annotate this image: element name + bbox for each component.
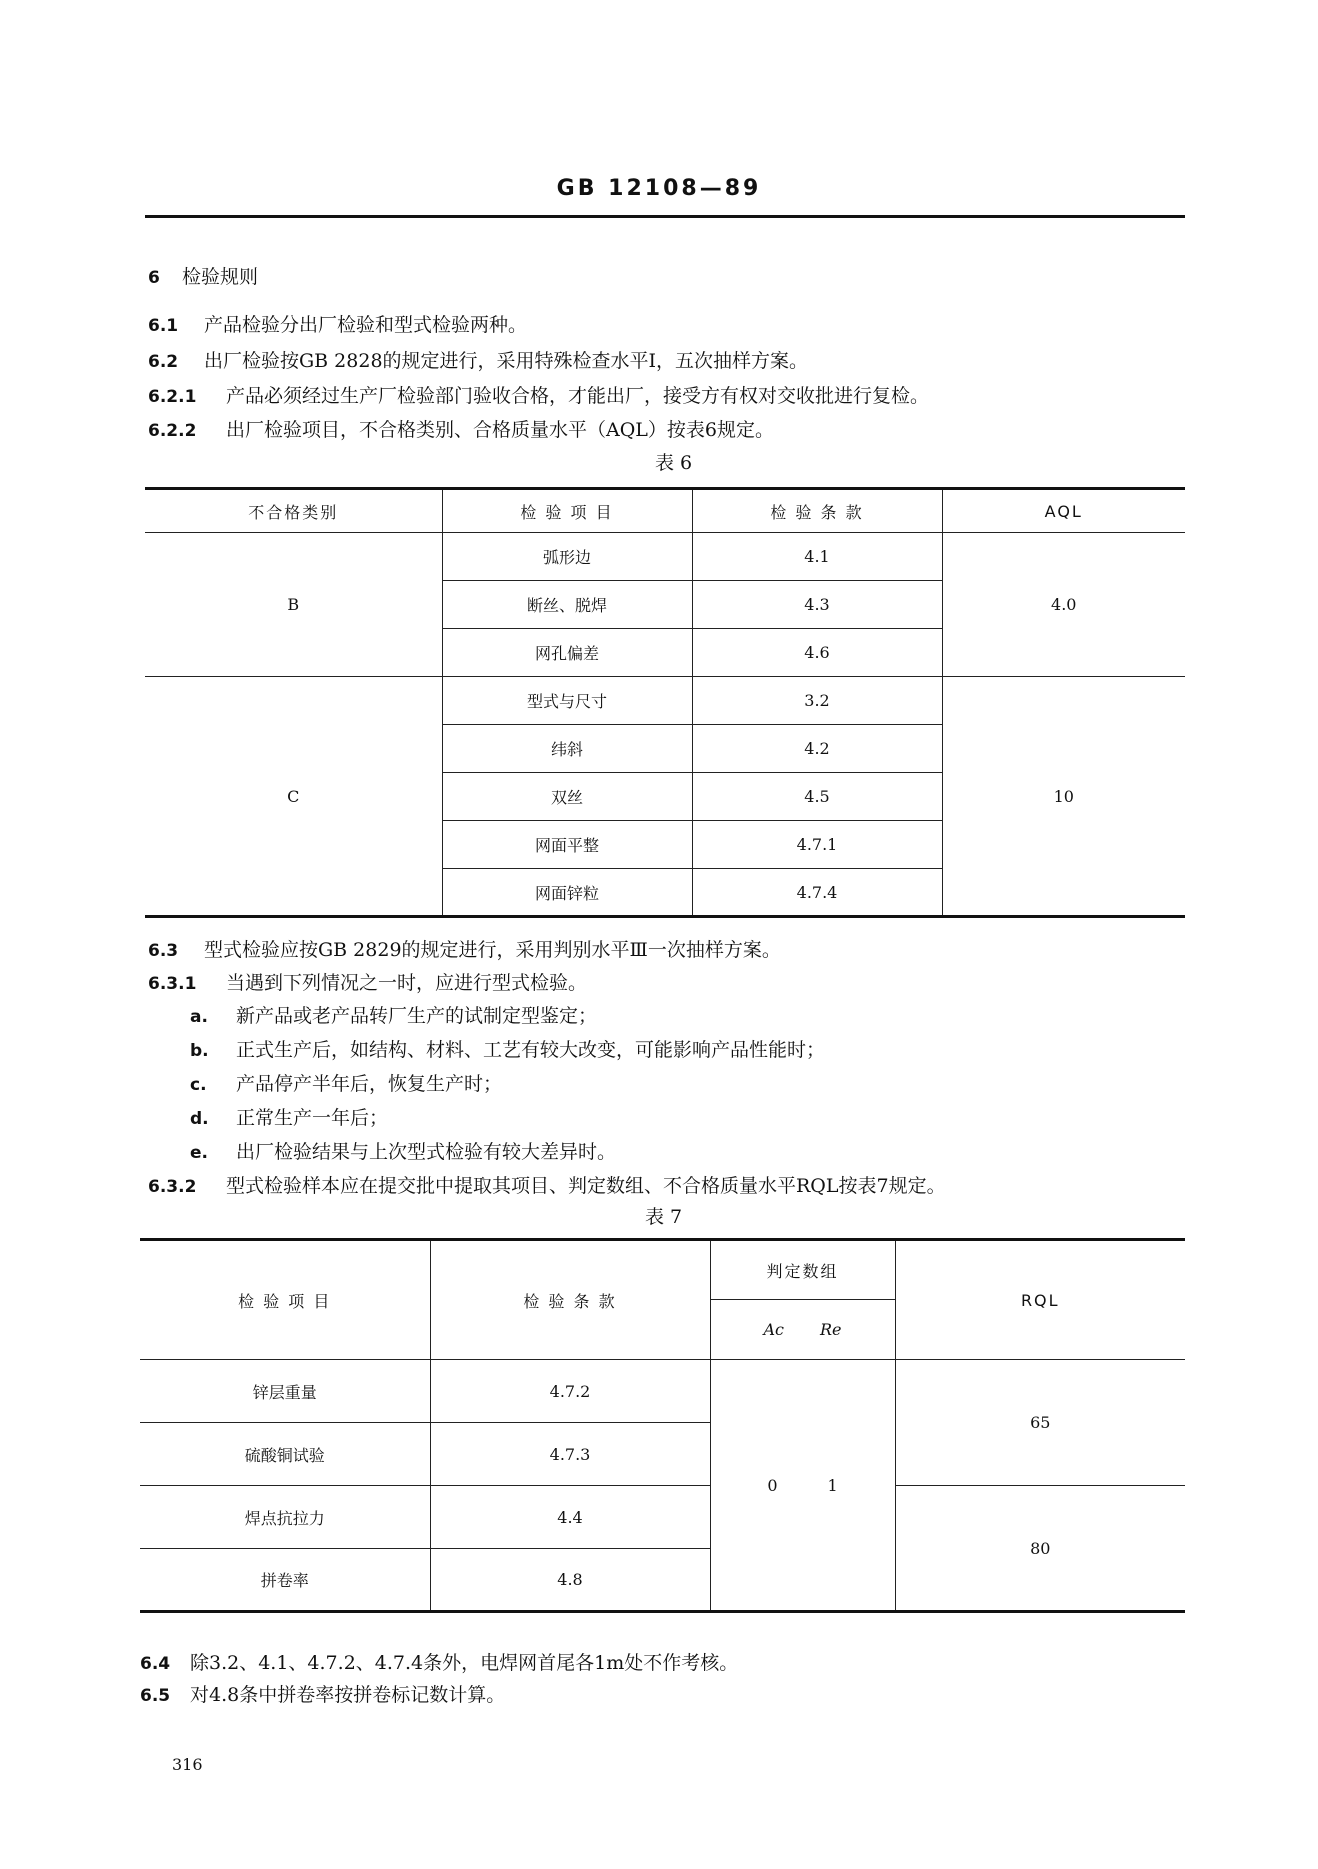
list-text: 正式生产后，如结构、材料、工艺有较大改变，可能影响产品性能时； <box>236 1039 826 1061</box>
clause-6-1 <box>148 310 527 337</box>
section-title: 检验规则 <box>182 266 259 288</box>
item-cell: 纬斜 <box>442 725 692 773</box>
table-row <box>140 1360 1185 1423</box>
clause-cell: 4.2 <box>692 725 942 773</box>
rql-cell: 65 <box>895 1360 1185 1486</box>
item-cell: 锌层重量 <box>140 1360 430 1423</box>
clause-cell: 4.7.2 <box>430 1360 710 1423</box>
item-cell: 网面平整 <box>442 821 692 869</box>
clause-number: 6.1 <box>148 316 179 336</box>
header-re: Re <box>820 1320 842 1339</box>
ac-value: 0 <box>767 1475 778 1495</box>
item-cell: 型式与尺寸 <box>442 677 692 725</box>
list-item-c <box>190 1069 502 1096</box>
table-row <box>140 1486 1185 1549</box>
clause-number: 6.3.1 <box>148 974 197 994</box>
list-mark: e. <box>190 1143 208 1163</box>
clause-text: 对4.8条中拼卷率按拼卷标记数计算。 <box>190 1684 506 1706</box>
table-6 <box>145 487 1185 918</box>
list-text: 正常生产一年后； <box>236 1107 389 1129</box>
list-item-a <box>190 1001 597 1028</box>
section-number: 6 <box>148 268 160 288</box>
clause-cell: 4.6 <box>692 629 942 677</box>
header-rql: RQL <box>895 1240 1185 1360</box>
clause-6-2-1 <box>148 381 929 408</box>
header-clause: 检 验 条 款 <box>692 489 942 533</box>
item-cell: 断丝、脱焊 <box>442 581 692 629</box>
header-clause: 检 验 条 款 <box>430 1240 710 1360</box>
item-cell: 弧形边 <box>442 533 692 581</box>
item-cell: 网面锌粒 <box>442 869 692 917</box>
list-item-e <box>190 1137 616 1164</box>
clause-6-5 <box>140 1680 505 1707</box>
clause-6-3-2 <box>148 1171 946 1198</box>
list-text: 出厂检验结果与上次型式检验有较大差异时。 <box>236 1141 617 1163</box>
header-category: 不合格类别 <box>145 489 442 533</box>
clause-6-4 <box>140 1648 738 1675</box>
list-text: 产品停产半年后，恢复生产时； <box>236 1073 503 1095</box>
clause-text: 出厂检验项目，不合格类别、合格质量水平（AQL）按表6规定。 <box>226 419 775 441</box>
header-rule <box>145 215 1185 218</box>
table-row <box>145 677 1185 725</box>
clause-text: 出厂检验按GB 2828的规定进行，采用特殊检查水平Ⅰ，五次抽样方案。 <box>204 350 809 372</box>
header-aql: AQL <box>942 489 1185 533</box>
table-header-row <box>140 1240 1185 1300</box>
item-cell: 焊点抗拉力 <box>140 1486 430 1549</box>
clause-number: 6.4 <box>140 1654 171 1674</box>
table-6-caption: 表 6 <box>655 452 693 474</box>
table-header-row <box>145 489 1185 533</box>
clause-number: 6.2 <box>148 352 179 372</box>
rql-cell: 80 <box>895 1486 1185 1612</box>
standard-header: GB 12108—89 <box>556 176 762 201</box>
page-number: 316 <box>172 1755 203 1774</box>
list-text: 新产品或老产品转厂生产的试制定型鉴定； <box>236 1005 598 1027</box>
clause-text: 产品检验分出厂检验和型式检验两种。 <box>204 314 528 336</box>
clause-cell: 4.1 <box>692 533 942 581</box>
clause-cell: 4.7.4 <box>692 869 942 917</box>
clause-text: 产品必须经过生产厂检验部门验收合格，才能出厂，接受方有权对交收批进行复检。 <box>226 385 930 407</box>
table-7-caption: 表 7 <box>645 1206 683 1228</box>
header-decision-group: 判定数组 <box>710 1240 895 1300</box>
clause-cell: 4.4 <box>430 1486 710 1549</box>
aql-cell: 4.0 <box>942 533 1185 677</box>
category-cell: C <box>145 677 442 917</box>
section-6-title <box>148 262 258 289</box>
re-value: 1 <box>827 1475 838 1495</box>
clause-cell: 4.7.3 <box>430 1423 710 1486</box>
clause-6-2 <box>148 346 808 373</box>
header-item: 检 验 项 目 <box>442 489 692 533</box>
clause-cell: 4.3 <box>692 581 942 629</box>
clause-6-3 <box>148 935 781 962</box>
clause-6-2-2 <box>148 415 774 442</box>
item-cell: 双丝 <box>442 773 692 821</box>
clause-number: 6.2.2 <box>148 421 197 441</box>
clause-text: 型式检验样本应在提交批中提取其项目、判定数组、不合格质量水平RQL按表7规定。 <box>226 1175 946 1197</box>
list-mark: a. <box>190 1007 208 1027</box>
header-ac-re <box>710 1300 895 1360</box>
table-7 <box>140 1238 1185 1613</box>
clause-cell: 4.8 <box>430 1549 710 1612</box>
table-row <box>145 533 1185 581</box>
clause-number: 6.2.1 <box>148 387 197 407</box>
ac-re-cell <box>710 1360 895 1612</box>
clause-number: 6.3.2 <box>148 1177 197 1197</box>
header-ac: Ac <box>763 1320 784 1339</box>
item-cell: 拼卷率 <box>140 1549 430 1612</box>
clause-number: 6.3 <box>148 941 179 961</box>
list-mark: c. <box>190 1075 207 1095</box>
clause-cell: 4.5 <box>692 773 942 821</box>
clause-text: 除3.2、4.1、4.7.2、4.7.4条外，电焊网首尾各1m处不作考核。 <box>190 1652 739 1674</box>
clause-text: 型式检验应按GB 2829的规定进行，采用判别水平Ⅲ一次抽样方案。 <box>204 939 781 961</box>
clause-text: 当遇到下列情况之一时，应进行型式检验。 <box>226 972 588 994</box>
list-item-b <box>190 1035 825 1062</box>
list-mark: b. <box>190 1041 209 1061</box>
item-cell: 硫酸铜试验 <box>140 1423 430 1486</box>
aql-cell: 10 <box>942 677 1185 917</box>
clause-6-3-1 <box>148 968 587 995</box>
header-item: 检 验 项 目 <box>140 1240 430 1360</box>
clause-cell: 3.2 <box>692 677 942 725</box>
list-mark: d. <box>190 1109 209 1129</box>
clause-cell: 4.7.1 <box>692 821 942 869</box>
list-item-d <box>190 1103 388 1130</box>
category-cell: B <box>145 533 442 677</box>
item-cell: 网孔偏差 <box>442 629 692 677</box>
clause-number: 6.5 <box>140 1686 171 1706</box>
